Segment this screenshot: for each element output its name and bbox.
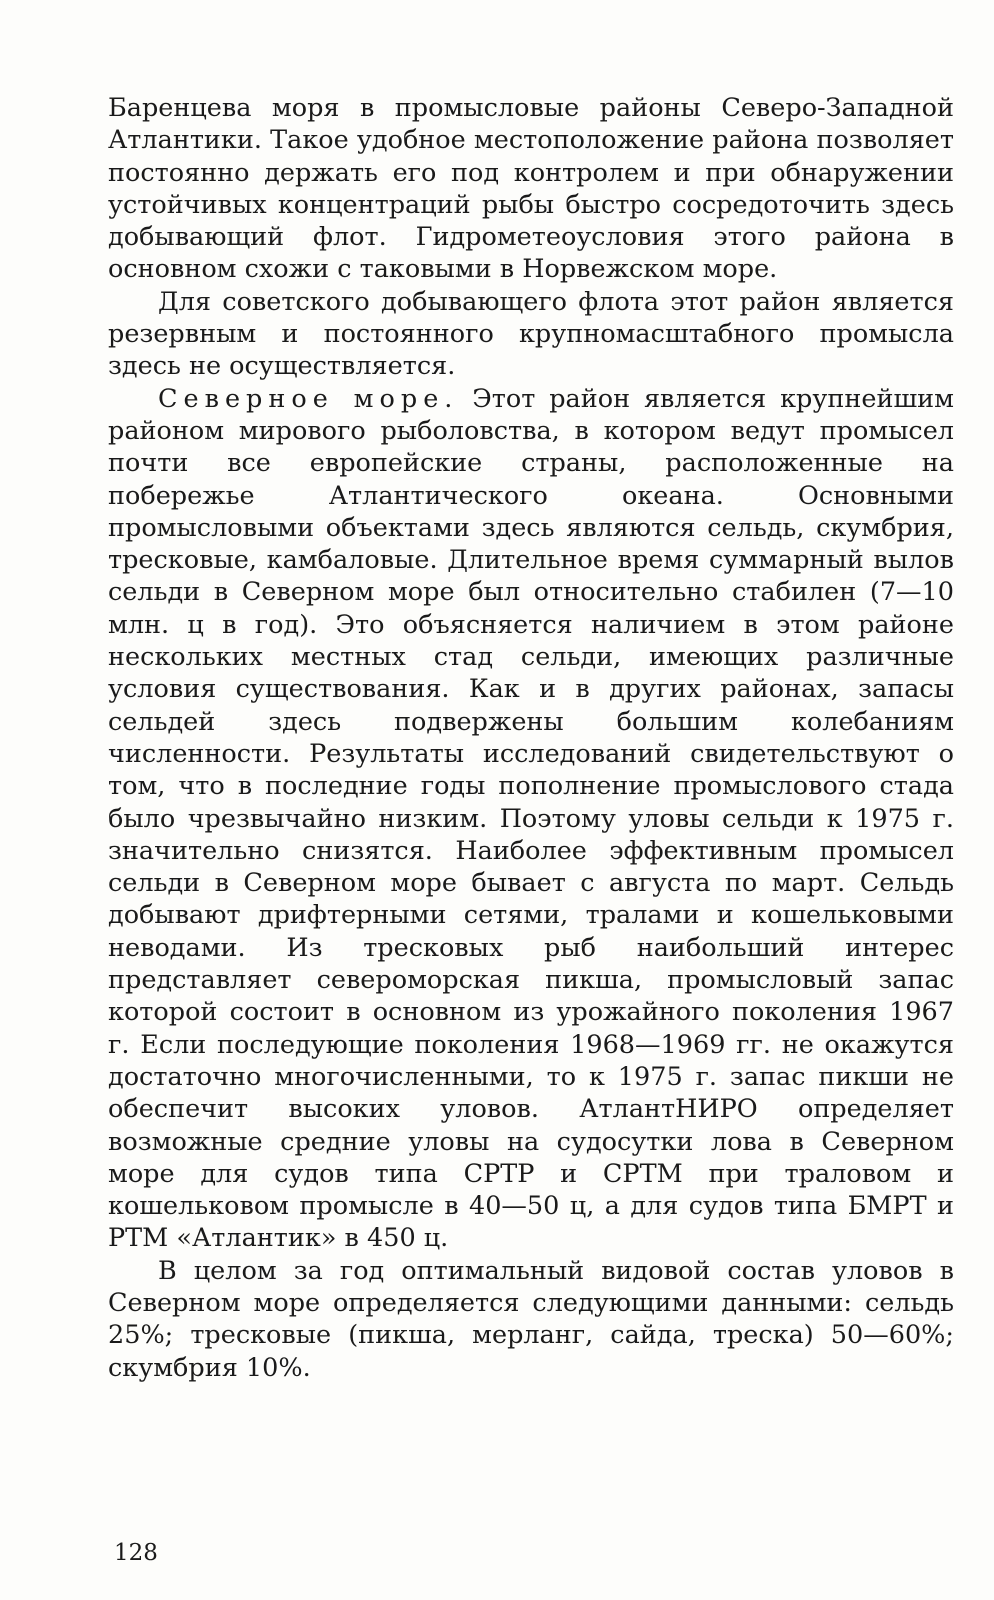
page-number: 128 xyxy=(114,1540,158,1566)
paragraph-3-text: Этот район является крупнейшим районом мирового рыболовства, в котором ведут промысел почти все европейские страны, расположенные на побережье Атлантического океана. Основными промысловыми объектами здесь являются сельдь, скумбрия, тресковые, камбаловые. Длительное время суммарный вылов сельди в Северном море был относительно стабилен (7—10 млн. ц в год). Это объясняется наличием в этом районе нескольких местных стад сельди, имеющих различные условия существования. Как и в других районах, запасы сельдей здесь подвержены большим колебаниям численности. Результаты исследований свидетельствуют о том, что в последние годы пополнение промыслового стада было чрезвычайно низким. Поэтому уловы сельди к 1975 г. значительно снизятся. Наиболее эффективным промысел сельди в Северном море бывает с августа по март. Сельдь добывают дрифтерными сетями, тралами и кошельковыми неводами. Из тресковых рыб наибольший интерес представляет североморская пикша, промысловый запас которой состоит в основном из урожайного поколения 1967 г. Если последующие поколения 1968—1969 гг. не окажутся достаточно многочисленными, то к 1975 г. запас пикши не обеспечит высоких уловов. АтлантНИРО определяет возможные средние уловы на судосутки лова в Северном море для судов типа СРТР и СРТМ при траловом и кошельковом промысле в 40—50 ц, а для судов типа БМРТ и РТМ «Атлантик» в 450 ц. xyxy=(108,383,954,1254)
paragraph-1: Баренцева моря в промысловые районы Северо-Западной Атлантики. Такое удобное местоположение района позволяет постоянно держать его под контролем и при обнаружении устойчивых концентраций рыбы быстро сосредоточить здесь добывающий флот. Гидрометеоусловия этого района в основном схожи с таковыми в Норвежском море. xyxy=(108,93,954,285)
paragraph-4: В целом за год оптимальный видовой состав уловов в Северном море определяется следующими данными: сельдь 25%; тресковые (пикша, мерланг, сайда, треска) 50—60%; скумбрия 10%. xyxy=(108,1255,954,1383)
paragraph-2: Для советского добывающего флота этот район является резервным и постоянного крупномасштабного промысла здесь не осуществляется. xyxy=(108,286,954,382)
body-text xyxy=(108,92,954,1384)
paragraph-3 xyxy=(108,383,954,1255)
section-heading-north-sea: Северное море. xyxy=(158,383,459,414)
